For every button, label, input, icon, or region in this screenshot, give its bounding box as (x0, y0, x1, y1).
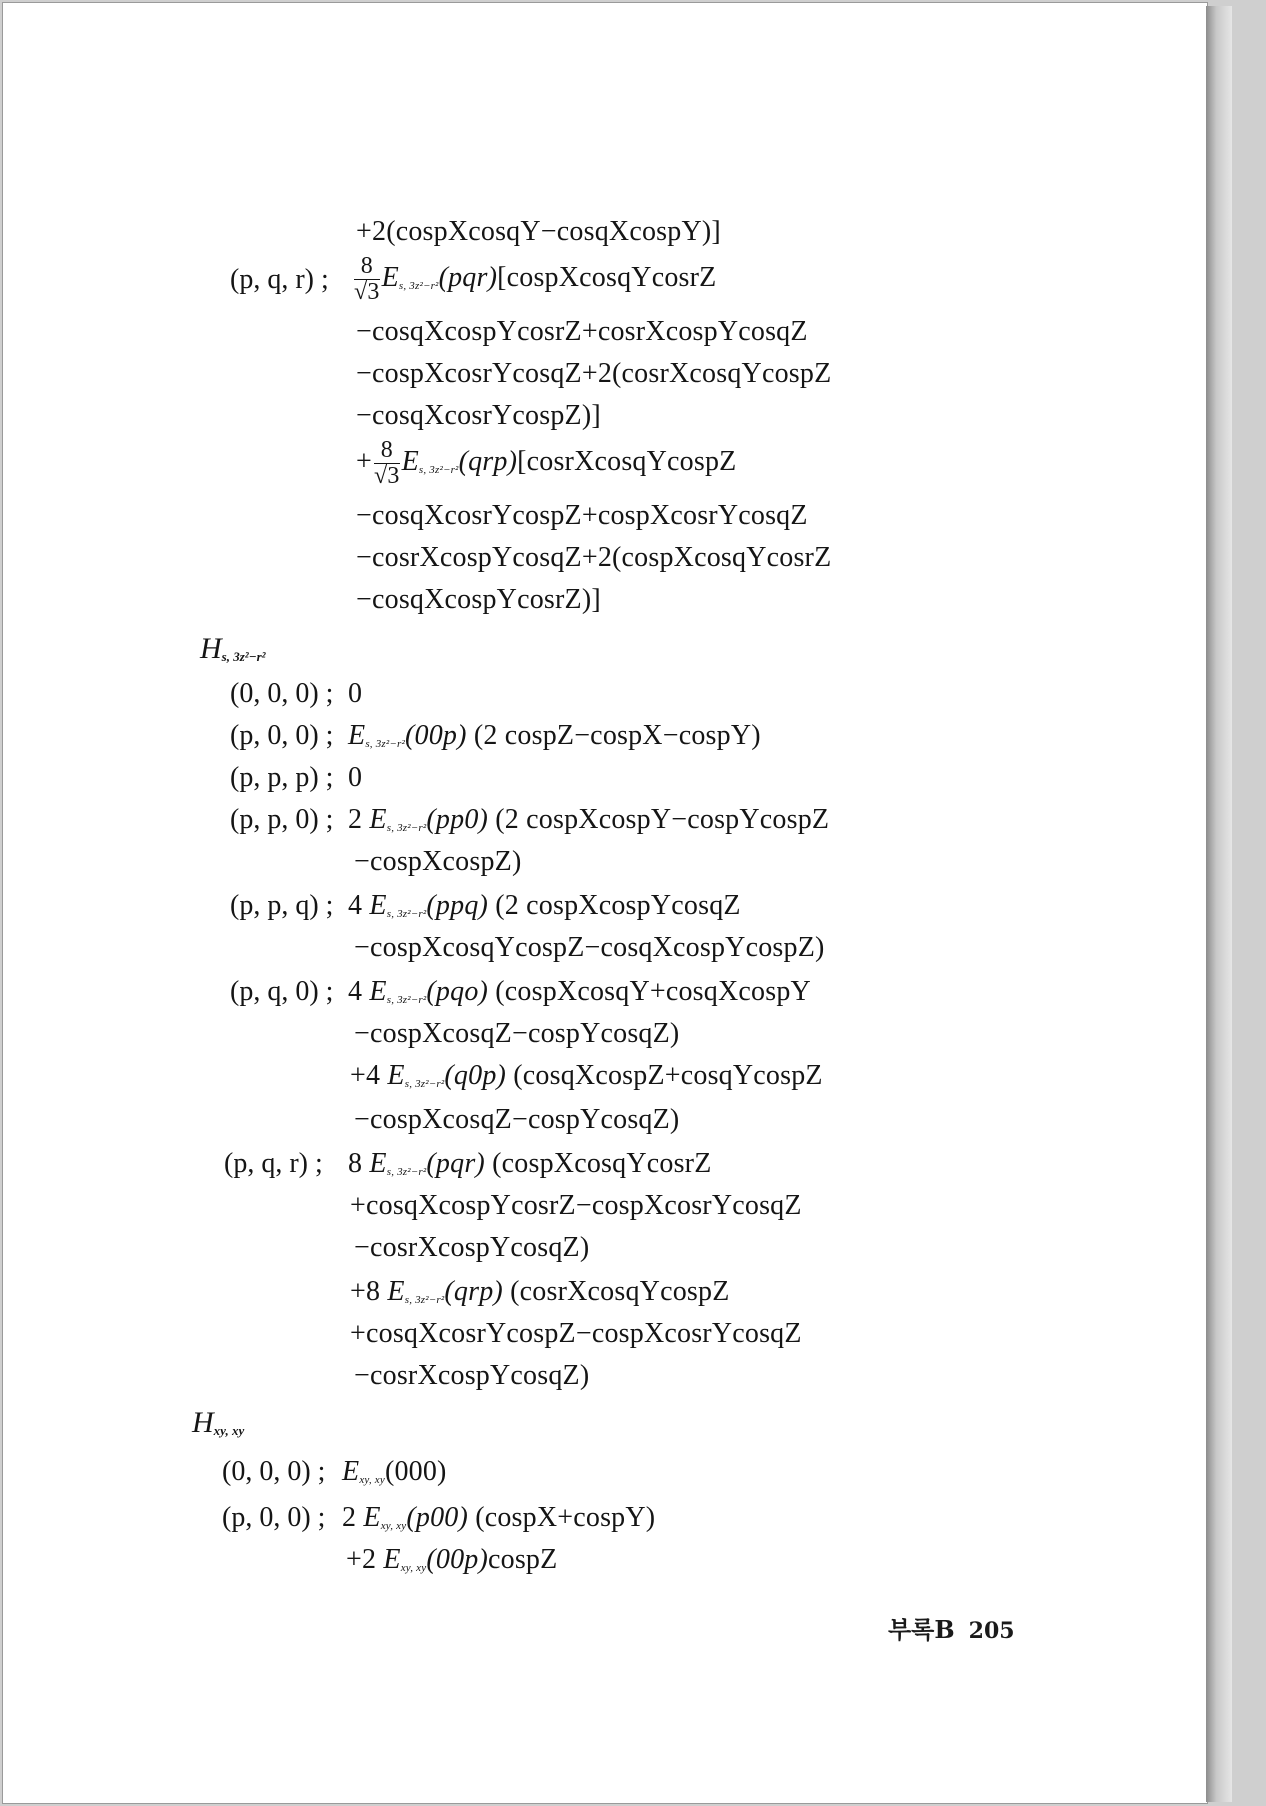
eq-line: 2 $E_{s, 3z^2-r^2}(pp0)$ (2 cospXcospY−cospYcospZ (348, 804, 830, 835)
neighbor-index: (p, p, p) ; (230, 762, 334, 793)
page-footer (888, 1610, 1015, 1645)
eq-line: 2 $E_{xy, xy}(p00)$ (cospX+cospY) (342, 1502, 656, 1533)
fraction: $\frac{8}{√3}$ (374, 437, 400, 490)
neighbor-index: (0, 0, 0) ; (230, 678, 334, 709)
neighbor-index: (p, p, 0) ; (230, 804, 334, 835)
eq-line: 0 (348, 762, 363, 793)
matrix-element-header: $H_{xy, xy}$ (192, 1406, 245, 1439)
neighbor-index: (p, p, q) ; (230, 890, 334, 921)
neighbor-index: (p, q, r) ; (230, 264, 329, 295)
eq-line: +8 $E_{s, 3z^2-r^2}(qrp)$ (cosrXcosqYcospZ (350, 1276, 730, 1307)
section-label: 부록B (888, 1615, 955, 1644)
matrix-element-header: $H_{s, 3z^2-r^2}$ (200, 632, 266, 665)
eq-line: −cosrXcospYcosqZ) (354, 1360, 590, 1391)
fraction: $\frac{8}{√3}$ (354, 253, 380, 306)
page-edge-shadow (1206, 6, 1232, 1802)
eq-line: 4 $E_{s, 3z^2-r^2}(ppq)$ (2 cospXcospYcosqZ (348, 890, 741, 921)
eq-line: +cosqXcosrYcospZ−cospXcosrYcosqZ (350, 1318, 802, 1349)
neighbor-index: (p, q, 0) ; (230, 976, 334, 1007)
eq-line: 0 (348, 678, 363, 709)
eq-line: $E_{xy, xy}(000)$ (342, 1456, 447, 1487)
eq-line: + $\frac{8}{√3}$ $E_{s, 3z^2-r^2}(qrp)[cosrXcosqYcospZ$ (356, 437, 737, 490)
neighbor-index: (p, q, r) ; (224, 1148, 323, 1179)
eq-line: −cosrXcospYcosqZ+2(cospXcosqYcosrZ (356, 542, 832, 573)
eq-line: −cospXcospZ) (354, 846, 522, 877)
eq-line: +4 $E_{s, 3z^2-r^2}(q0p)$ (cosqXcospZ+cosqYcospZ (350, 1060, 823, 1091)
eq-line: +cosqXcospYcosrZ−cospXcosrYcosqZ (350, 1190, 802, 1221)
eq-line: −cosrXcospYcosqZ) (354, 1232, 590, 1263)
eq-line: −cospXcosrYcosqZ+2(cosrXcosqYcospZ (356, 358, 832, 389)
eq-line: 8 $E_{s, 3z^2-r^2}(pqr)$ (cospXcosqYcosrZ (348, 1148, 712, 1179)
eq-line: $\frac{8}{√3}$ $E_{s, 3z^2-r^2}(pqr)[cospXcosqYcosrZ$ (354, 253, 717, 306)
eq-line: $E_{s, 3z^2-r^2}(00p)$ (2 cospZ−cospX−cospY) (348, 720, 761, 751)
eq-line: −cospXcosqZ−cospYcosqZ) (354, 1018, 680, 1049)
neighbor-index: (0, 0, 0) ; (222, 1456, 326, 1487)
eq-line: 4 $E_{s, 3z^2-r^2}(pqo)$ (cospXcosqY+cosqXcospY (348, 976, 811, 1007)
page-number: 205 (968, 1618, 1015, 1644)
eq-line: −cosqXcospYcosrZ+cosrXcospYcosqZ (356, 316, 808, 347)
eq-line: −cosqXcosrYcospZ+cospXcosrYcosqZ (356, 500, 808, 531)
neighbor-index: (p, 0, 0) ; (222, 1502, 326, 1533)
eq-line: −cosqXcosrYcospZ)] (356, 400, 601, 431)
eq-line: +2 $E_{xy, xy}(00p)cospZ$ (346, 1544, 558, 1575)
neighbor-index: (p, 0, 0) ; (230, 720, 334, 751)
eq-line: −cospXcosqZ−cospYcosqZ) (354, 1104, 680, 1135)
eq-line: +2(cospXcosqY−cosqXcospY)] (356, 216, 721, 247)
eq-line: −cospXcosqYcospZ−cosqXcospYcospZ) (354, 932, 825, 963)
eq-line: −cosqXcospYcosrZ)] (356, 584, 601, 615)
